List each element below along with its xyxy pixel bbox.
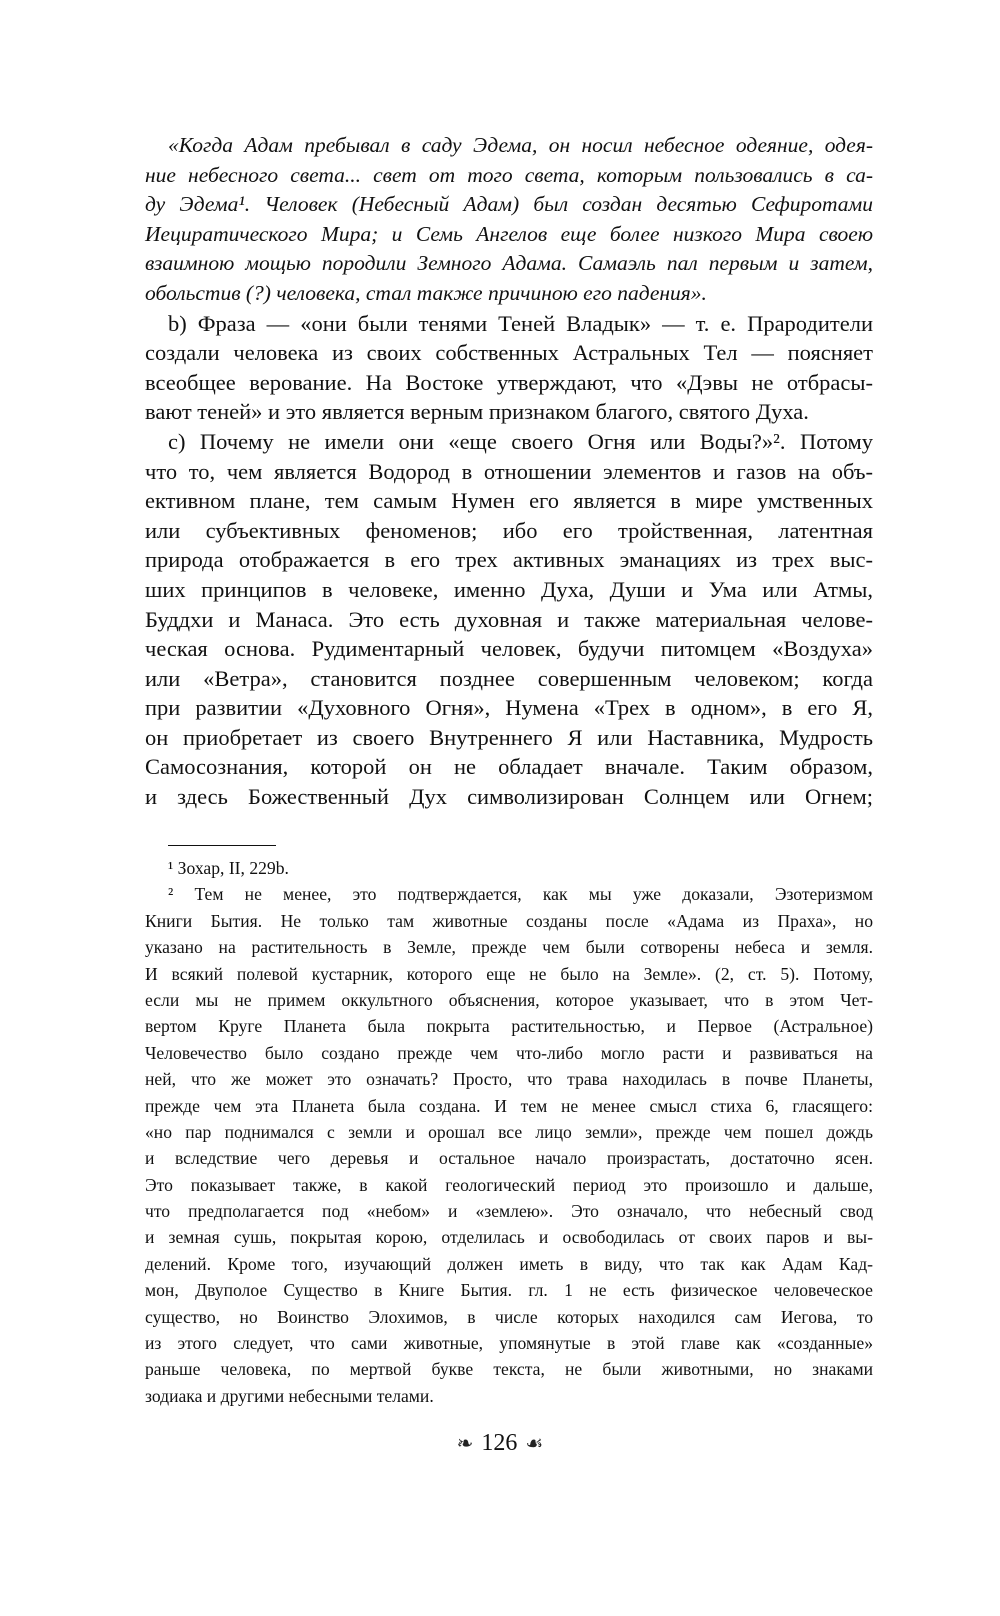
text-line: делений. Кроме того, изучающий должен иметь в виду, что так как Адам Кад- bbox=[145, 1253, 873, 1274]
text-line: указано на растительность в Земле, прежде чем были сотворены небеса и земля. bbox=[145, 937, 873, 958]
text-line: Человечество было создано прежде чем что-либо могло расти и развиваться на bbox=[145, 1042, 873, 1063]
main-text bbox=[145, 131, 873, 812]
text-line: мон, Двуполое Существо в Книге Бытия. гл. 1 не есть физическое человеческое bbox=[145, 1280, 873, 1301]
paragraph bbox=[145, 309, 873, 427]
text-line: при развитии «Духовного Огня», Нумена «Трех в одном», в его Я, bbox=[145, 695, 873, 721]
text-line: и вследствие чего деревья и остальное начало произрастать, достаточно ясен. bbox=[145, 1148, 873, 1169]
text-line: ективном плане, тем самым Нумен его является в мире умственных bbox=[145, 488, 873, 514]
text-line: и здесь Божественный Дух символизирован Солнцем или Огнем; bbox=[145, 784, 873, 810]
text-line: вают теней» и это является верным признаком благого, святого Духа. bbox=[145, 399, 809, 425]
text-line: Книги Бытия. Не только там животные созданы после «Адама из Праха», но bbox=[145, 910, 873, 931]
paragraph bbox=[145, 131, 873, 309]
text-line: и земная сушь, покрытая корою, отделилась и освободилась от своих паров и вы- bbox=[145, 1227, 873, 1248]
text-line: «Когда Адам пребывал в саду Эдема, он носил небесное одеяние, одея- bbox=[168, 133, 873, 157]
text-line: что то, чем является Водород в отношении элементов и газов на объ- bbox=[145, 458, 873, 484]
text-line: из этого следует, что сами животные, упомянутые в этой главе как «созданные» bbox=[145, 1333, 873, 1354]
footnote-divider bbox=[168, 845, 276, 846]
text-line: раньше человека, по мертвой букве текста, не были животными, но знаками bbox=[145, 1359, 873, 1380]
text-line: обольстив (?) человека, стал также причиною его падения». bbox=[145, 280, 707, 305]
text-line: «но пар поднимался с земли и орошал все лицо земли», прежде чем пошел дождь bbox=[145, 1121, 873, 1142]
page-number: 126 bbox=[481, 1430, 518, 1456]
text-line: всеобщее верование. На Востоке утверждают, что «Дэвы не отбрасы- bbox=[145, 369, 873, 395]
text-line: Это показывает также, в какой геологический период это произошло и дальше, bbox=[145, 1174, 873, 1195]
footnote bbox=[145, 881, 873, 1409]
text-line: ших принципов в человеке, именно Духа, Души и Ума или Атмы, bbox=[145, 576, 873, 602]
text-line: ней, что же может это означать? Просто, что трава находилась в почве Планеты, bbox=[145, 1069, 873, 1090]
ornament-right-icon: ☙ bbox=[525, 1433, 544, 1455]
text-line: b) Фраза — «они были тенями Теней Владык» — т. е. Прародители bbox=[168, 310, 873, 336]
footnotes bbox=[145, 855, 873, 1409]
text-line: он приобретает из своего Внутреннего Я или Наставника, Мудрость bbox=[145, 724, 873, 750]
text-line: Самосознания, которой он не обладает вначале. Таким образом, bbox=[145, 754, 873, 780]
text-line: или «Ветра», становится позднее совершенным человеком; когда bbox=[145, 665, 873, 691]
text-line: ние небесного света... свет от того света, которым пользовались в са- bbox=[145, 162, 873, 187]
text-line: ² Тем не менее, это подтверждается, как мы уже доказали, Эзотеризмом bbox=[168, 884, 873, 905]
text-line: существо, но Воинство Элохимов, в числе которых находился сам Иегова, то bbox=[145, 1306, 873, 1327]
text-line: или субъективных феноменов; ибо его тройственная, латентная bbox=[145, 517, 873, 543]
text-line: Иециратического Мира; и Семь Ангелов еще более низкого Мира своею bbox=[145, 221, 873, 246]
text-line: вертом Круге Планета была покрыта растительностью, и Первое (Астральное) bbox=[145, 1016, 873, 1037]
footnote bbox=[145, 855, 873, 881]
text-line: зодиака и другими небесными телами. bbox=[145, 1385, 434, 1406]
page-footer bbox=[0, 1430, 1000, 1457]
text-line: ческая основа. Рудиментарный человек, будучи питомцем «Воздуха» bbox=[145, 636, 873, 662]
text-line: природа отображается в его трех активных эманациях из трех выс- bbox=[145, 547, 873, 573]
text-line: c) Почему не имели они «еще своего Огня или Воды?»². Потому bbox=[168, 428, 873, 454]
text-line: если мы не примем оккультного объяснения, которое указывает, что в этом Чет- bbox=[145, 989, 873, 1010]
text-line: Буддхи и Манаса. Это есть духовная и также материальная челове- bbox=[145, 606, 873, 632]
text-line: что предполагается под «небом» и «землею». Это означало, что небесный свод bbox=[145, 1201, 873, 1222]
text-line: взаимною мощью породили Земного Адама. Самаэль пал первым и затем, bbox=[145, 251, 873, 276]
text-line: ду Эдема¹. Человек (Небесный Адам) был создан десятью Сефиротами bbox=[145, 192, 873, 217]
text-line: прежде чем эта Планета была создана. И тем не менее смысл стиха 6, гласящего: bbox=[145, 1095, 873, 1116]
text-line: ¹ Зохар, II, 229b. bbox=[168, 858, 289, 878]
ornament-left-icon: ❧ bbox=[456, 1433, 474, 1455]
paragraph bbox=[145, 427, 873, 812]
text-line: создали человека из своих собственных Астральных Тел — поясняет bbox=[145, 340, 873, 366]
text-line: И всякий полевой кустарник, которого еще не было на Земле». (2, ст. 5). Потому, bbox=[145, 963, 873, 984]
